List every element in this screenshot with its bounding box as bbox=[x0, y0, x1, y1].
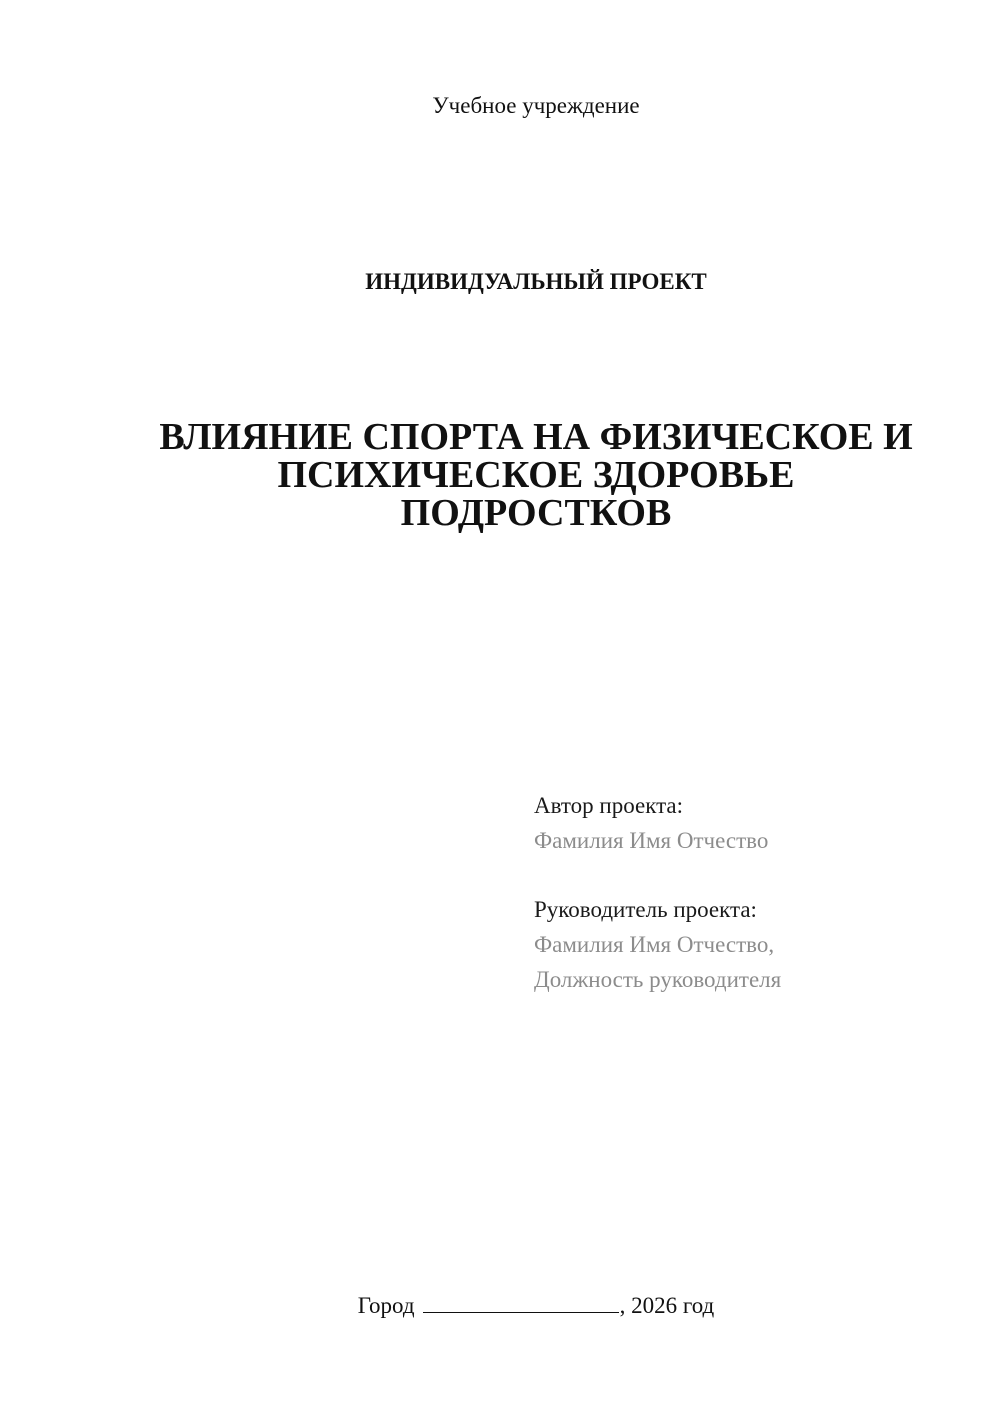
project-title-line: ВЛИЯНИЕ СПОРТА НА ФИЗИЧЕСКОЕ И bbox=[159, 416, 913, 458]
year-text: , 2026 год bbox=[619, 1293, 715, 1318]
city-label: Город bbox=[357, 1293, 415, 1318]
spacer bbox=[534, 858, 974, 892]
project-title-line: ПСИХИЧЕСКОЕ ЗДОРОВЬЕ bbox=[277, 454, 795, 496]
project-title-line: ПОДРОСТКОВ bbox=[400, 492, 672, 534]
institution-name: Учебное учреждение bbox=[432, 93, 640, 118]
footer-city-year bbox=[0, 1290, 1000, 1321]
project-title bbox=[150, 418, 922, 532]
author-name: Фамилия Имя Отчество bbox=[534, 828, 769, 853]
supervisor-label: Руководитель проекта: bbox=[534, 897, 757, 922]
supervisor-position: Должность руководителя bbox=[534, 967, 782, 992]
document-type: ИНДИВИДУАЛЬНЫЙ ПРОЕКТ bbox=[365, 269, 707, 294]
author-label: Автор проекта: bbox=[534, 793, 683, 818]
supervisor-name: Фамилия Имя Отчество, bbox=[534, 932, 775, 957]
city-blank-line bbox=[423, 1290, 619, 1313]
project-info-block bbox=[534, 788, 974, 997]
